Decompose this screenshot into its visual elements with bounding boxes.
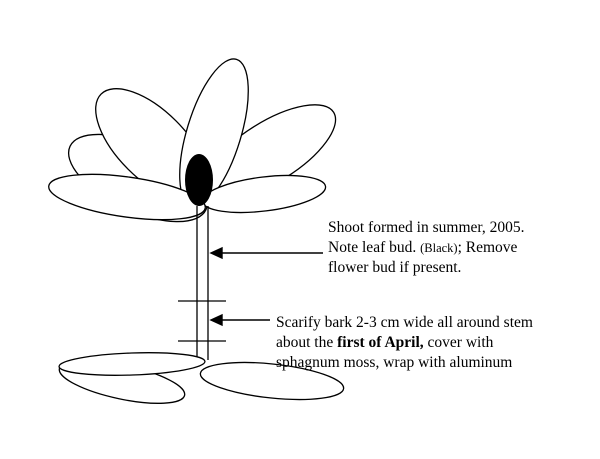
- scarify-annotation-line2: [276, 333, 533, 353]
- lower-leaf-left: [59, 350, 206, 377]
- scarify-annotation: [276, 313, 533, 373]
- leaf-bud: [185, 154, 213, 206]
- shoot-annotation-line3: flower bud if present.: [328, 259, 462, 276]
- shoot-annotation-line1: Shoot formed in summer, 2005.: [328, 219, 525, 236]
- shoot-annotation-line2-c: ; Remove: [457, 239, 518, 256]
- arrow-scarify-head: [211, 315, 222, 325]
- shoot-annotation-black-note: (Black): [420, 241, 458, 255]
- arrow-shoot-head: [211, 248, 222, 258]
- scarify-annotation-date: first of April,: [337, 334, 424, 351]
- scarify-annotation-line3: sphagnum moss, wrap with aluminum: [276, 354, 513, 371]
- scarify-annotation-line2-a: about the: [276, 334, 338, 351]
- shoot-annotation-line2: [328, 238, 525, 258]
- shoot-annotation-line2-a: Note leaf bud.: [328, 239, 421, 256]
- shoot-annotation: [328, 218, 525, 278]
- scarify-annotation-line2-c: cover with: [423, 334, 494, 351]
- scarify-annotation-line1: Scarify bark 2-3 cm wide all around stem: [276, 314, 533, 331]
